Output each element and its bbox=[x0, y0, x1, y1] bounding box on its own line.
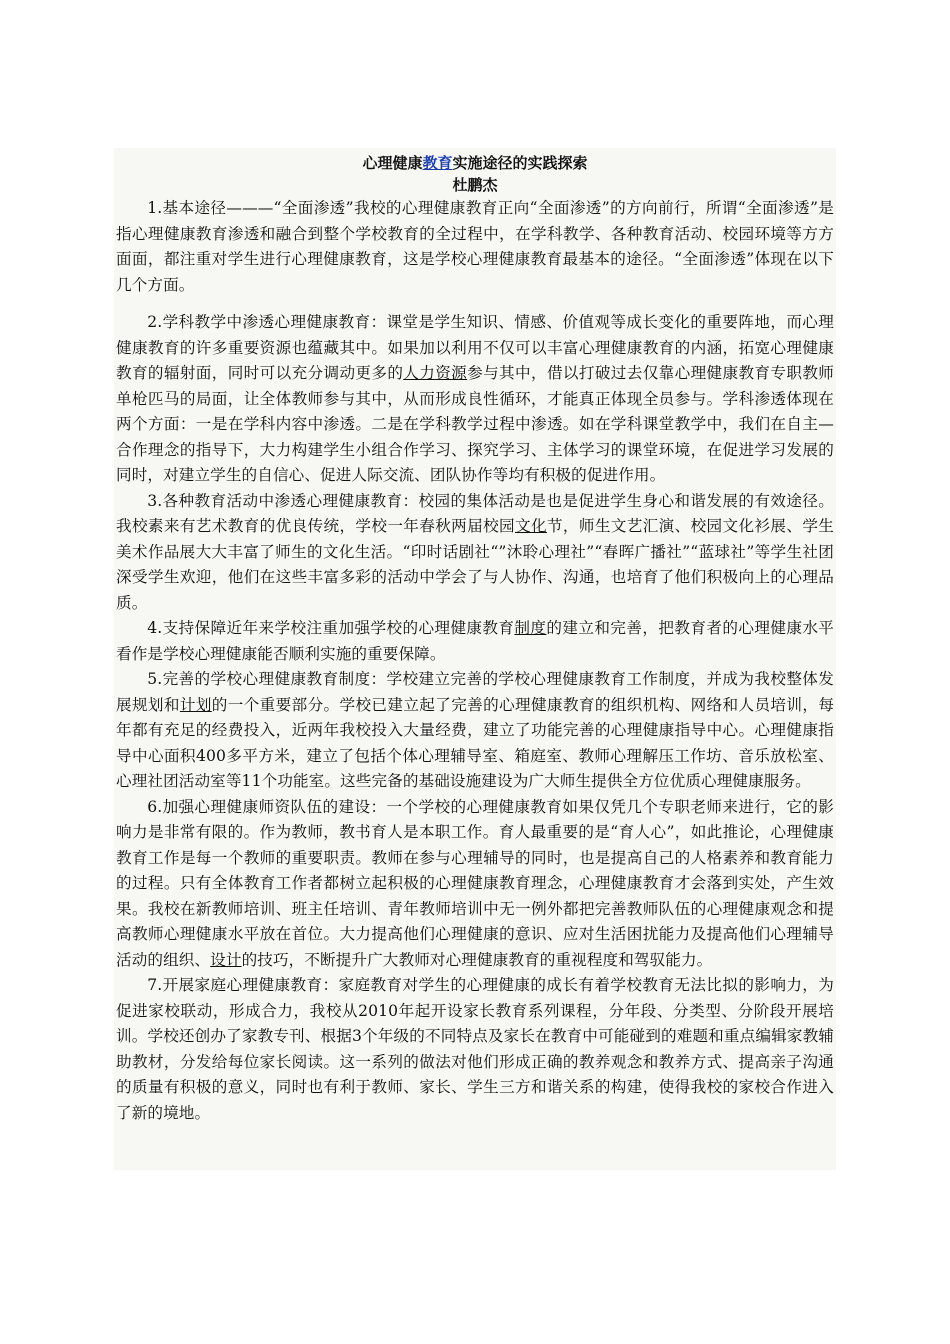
paragraph-text: 节，师生文艺汇演、校园文化衫展、学生美术作品展大大丰富了师生的文化生活。“印时话剧社“”沐聆心理社”“春晖广播社”“蓝球社”等学生社团深受学生欢迎，他们在这些丰富多彩的活动中学会了与人协作、沟通，也培育了他们积极向上的心理品质。 bbox=[116, 517, 834, 612]
link-system[interactable]: 制度 bbox=[514, 619, 547, 637]
paragraph-5 bbox=[116, 667, 834, 795]
title-link-education[interactable]: 教育 bbox=[422, 154, 453, 172]
document-body bbox=[114, 148, 836, 1170]
link-design[interactable]: 设计 bbox=[210, 950, 242, 969]
paragraph-7 bbox=[116, 973, 834, 1126]
paragraph-text: 4.支持保障近年来学校注重加强学校的心理健康教育 bbox=[147, 619, 515, 637]
document-title bbox=[116, 152, 834, 174]
paragraph-text: 参与其中，借以打破过去仅靠心理健康教育专职教师单枪匹马的局面，让全体教师参与其中，从而形成良性循环，才能真正体现全员参与。学科渗透体现在两个方面：一是在学科内容中渗透。二是在学科教学过程中渗透。如在学科课堂教学中，我们在自主—合作理念的指导下，大力构建学生小组合作学习、探究学习、主体学习的课堂环境，在促进学习发展的同时，对建立学生的自信心、促进人际交流、团队协作等均有积极的促进作用。 bbox=[116, 364, 834, 484]
document-author: 杜鹏杰 bbox=[452, 176, 498, 194]
paragraph-text: 7.开展家庭心理健康教育：家庭教育对学生的心理健康的成长有着学校教育无法比拟的影响力，为促进家校联动，形成合力，我校从2010年起开设家长教育系列课程，分年段、分类型、分阶段开展培训。学校还创办了家教专刊、根据3个年级的不同特点及家长在教育中可能碰到的难题和重点编辑家教辅助教材，分发给每位家长阅读。这一系列的做法对他们形成正确的教养观念和教养方式、提高亲子沟通的质量有积极的意义，同时也有利于教师、家长、学生三方和谐关系的构建，使得我校的家校合作进入了新的境地。 bbox=[116, 976, 834, 1122]
paragraph-1 bbox=[116, 196, 834, 298]
paragraph-text: 3.各种教育活动中渗透心理健康教育：校园的集体活动是也是促进学生身心和谐发展的有效途径。我校素来有艺术教育的优良传统，学校一年春秋两届校园 bbox=[116, 491, 834, 535]
paragraph-6 bbox=[116, 795, 834, 974]
paragraph-4 bbox=[116, 616, 834, 667]
link-culture[interactable]: 文化 bbox=[515, 517, 547, 535]
paragraph-3 bbox=[116, 489, 834, 617]
link-plan[interactable]: 计划 bbox=[179, 695, 212, 714]
paragraph-text: 的一个重要部分。学校已建立起了完善的心理健康教育的组织机构、网络和人员培训，每年都有充足的经费投入，近两年我校投入大量经费，建立了功能完善的心理健康指导中心。心理健康指导中心面积400多平方米，建立了包括个体心理辅导室、箱庭室、教师心理解压工作坊、音乐放松室、心理社团活动室等11个功能室。这些完备的基础设施建设为广大师生提供全方位优质心理健康服务。 bbox=[116, 695, 835, 790]
paragraph-text: 2.学科教学中渗透心理健康教育：课堂是学生知识、情感、价值观等成长变化的重要阵地，而心理健康教育的许多重要资源也蕴藏其中。如果加以利用不仅可以丰富心理健康教育的内涵，拓宽心理健康教育的辐射面，同时可以充分调动更多的 bbox=[116, 313, 834, 382]
paragraph-text: 6.加强心理健康师资队伍的建设：一个学校的心理健康教育如果仅凭几个专职老师来进行，它的影响力是非常有限的。作为教师，教书育人是本职工作。育人最重要的是“育人心”，如此推论，心理健康教育工作是每一个教师的重要职责。教师在参与心理辅导的同时，也是提高自己的人格素养和教育能力的过程。只有全体教育工作者都树立起积极的心理健康教育理念，心理健康教育才会落到实处，产生效果。我校在新教师培训、班主任培训、青年教师培训中无一例外都把完善教师队伍的心理健康观念和提高教师心理健康水平放在首位。大力提高他们心理健康的意识、应对生活困扰能力及提高他们心理辅导活动的组织、 bbox=[116, 797, 834, 969]
paragraph-text: 1.基本途径———“全面渗透”我校的心理健康教育正向“全面渗透”的方向前行，所谓“全面渗透”是指心理健康教育渗透和融合到整个学校教育的全过程中，在学科教学、各种教育活动、校园环境等方方面面，都注重对学生进行心理健康教育，这是学校心理健康教育最基本的途径。“全面渗透”体现在以下几个方面。 bbox=[116, 199, 834, 294]
title-text-start: 心理健康 bbox=[362, 154, 423, 172]
paragraph-text: 的建立和完善，把教育者的心理健康水平看作是学校心理健康能否顺利实施的重要保障。 bbox=[116, 619, 835, 663]
paragraph-text: 5.完善的学校心理健康教育制度：学校建立完善的学校心理健康教育工作制度，并成为我校整体发展规划和 bbox=[116, 670, 834, 714]
paragraph-2 bbox=[116, 310, 834, 489]
link-human-resources[interactable]: 人力资源 bbox=[403, 364, 468, 382]
title-text-end: 实施途径的实践探索 bbox=[452, 154, 588, 172]
paragraph-text: 的技巧，不断提升广大教师对心理健康教育的重视程度和驾驭能力。 bbox=[241, 950, 713, 969]
